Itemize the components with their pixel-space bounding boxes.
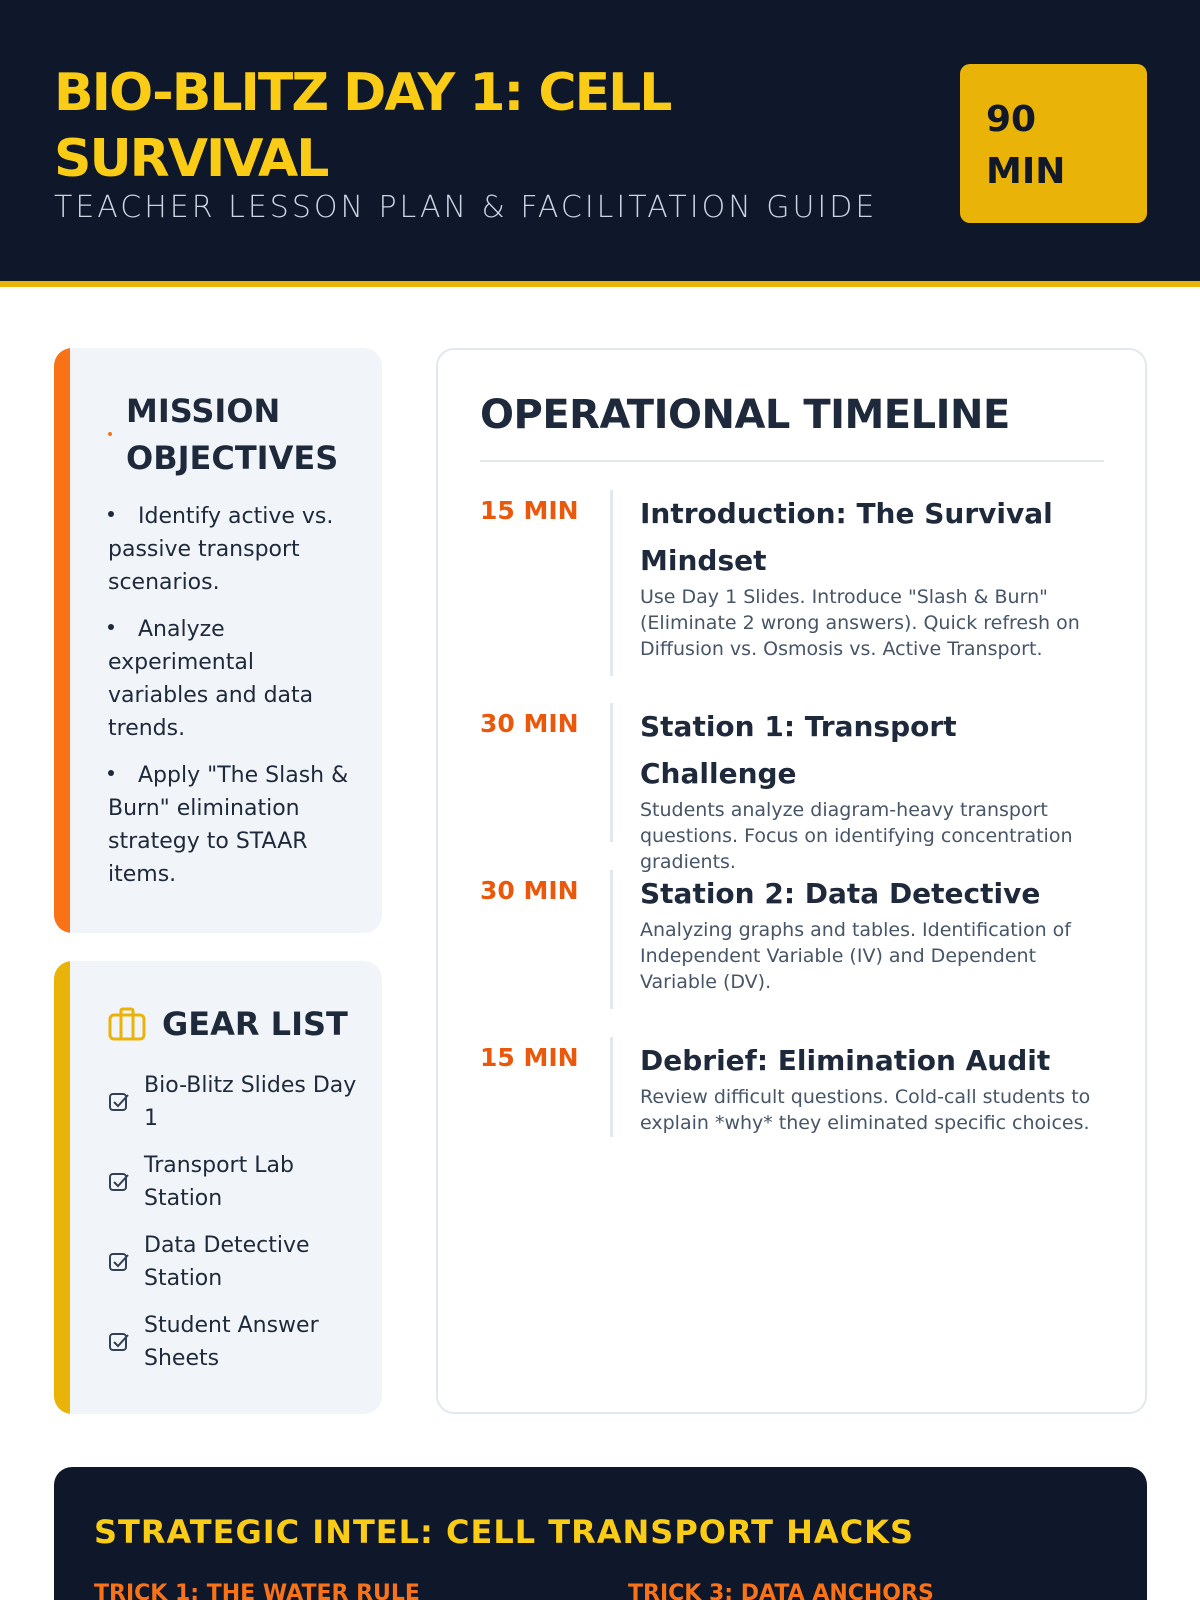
timeline-bar — [610, 490, 613, 676]
checkbox-icon — [108, 1331, 130, 1353]
timeline-bar — [610, 870, 613, 1009]
checkbox-icon — [108, 1171, 130, 1193]
timeline-duration: 15 MIN — [480, 496, 579, 525]
list-item: Bio-Blitz Slides Day 1 — [108, 1069, 368, 1135]
mission-objectives-card — [54, 348, 382, 933]
page-title: BIO-BLITZ DAY 1: CELL SURVIVAL — [54, 63, 671, 189]
gear-heading-label: GEAR LIST — [162, 1005, 348, 1043]
timeline-duration: 30 MIN — [480, 709, 579, 738]
timeline-item-title: Station 2: Data Detective — [640, 877, 1041, 910]
timeline-item-description: Analyzing graphs and tables. Identification of Independent Variable (IV) and Dependent Variable (DV). — [640, 919, 1071, 993]
checkbox-icon — [108, 1091, 130, 1113]
timeline-item-description: Review difficult questions. Cold-call students to explain *why* they eliminated specific choices. — [640, 1086, 1091, 1134]
checkbox-icon — [108, 1251, 130, 1273]
timeline-item-description: Use Day 1 Slides. Introduce "Slash & Burn" (Eliminate 2 wrong answers). Quick refresh on Diffusion vs. Osmosis vs. Active Transport. — [640, 586, 1080, 660]
page-header — [0, 0, 1200, 287]
timeline-heading: OPERATIONAL TIMELINE — [480, 392, 1010, 438]
target-icon — [108, 432, 112, 436]
timeline-item — [480, 1037, 1104, 1137]
timeline-item-description: Students analyze diagram-heavy transport questions. Focus on identifying concentration gradients. — [640, 799, 1073, 873]
timeline-duration: 30 MIN — [480, 876, 579, 905]
bullet-icon — [108, 624, 114, 630]
list-item: Apply "The Slash & Burn" elimination strategy to STAAR items. — [108, 763, 349, 887]
intel-heading: STRATEGIC INTEL: CELL TRANSPORT HACKS — [94, 1513, 915, 1551]
timeline-item — [480, 870, 1104, 1009]
duration-badge: 90 MIN — [960, 64, 1147, 223]
list-item: Transport Lab Station — [108, 1149, 368, 1215]
gear-heading — [108, 1005, 348, 1043]
timeline-duration: 15 MIN — [480, 1043, 579, 1072]
trick-heading: TRICK 3: DATA ANCHORS — [628, 1581, 934, 1600]
timeline-item-title: Debrief: Elimination Audit — [640, 1044, 1051, 1077]
objectives-list — [108, 500, 358, 905]
divider — [480, 460, 1104, 462]
card-accent-bar — [54, 348, 70, 933]
list-item: Identify active vs. passive transport scenarios. — [108, 504, 334, 595]
list-item: Data Detective Station — [108, 1229, 368, 1295]
page-subtitle: TEACHER LESSON PLAN & FACILITATION GUIDE — [54, 190, 878, 225]
bullet-icon — [108, 511, 114, 517]
timeline-item — [480, 490, 1104, 676]
timeline-item-title: Station 1: Transport Challenge — [640, 710, 957, 790]
timeline-item — [480, 703, 1104, 873]
bullet-icon — [108, 770, 114, 776]
list-item: Student Answer Sheets — [108, 1309, 368, 1375]
trick-heading: TRICK 1: THE WATER RULE — [94, 1581, 420, 1600]
briefcase-icon — [108, 1007, 146, 1041]
gear-items — [108, 1069, 368, 1389]
timeline-bar — [610, 703, 613, 842]
timeline-item-title: Introduction: The Survival Mindset — [640, 497, 1053, 577]
card-accent-bar — [54, 961, 70, 1414]
timeline-bar — [610, 1037, 613, 1137]
strategic-intel-card — [54, 1467, 1147, 1600]
operational-timeline-card — [436, 348, 1147, 1414]
gear-list-card — [54, 961, 382, 1414]
mission-heading: MISSION OBJECTIVES — [126, 392, 339, 477]
list-item: Analyze experimental variables and data trends. — [108, 617, 314, 741]
